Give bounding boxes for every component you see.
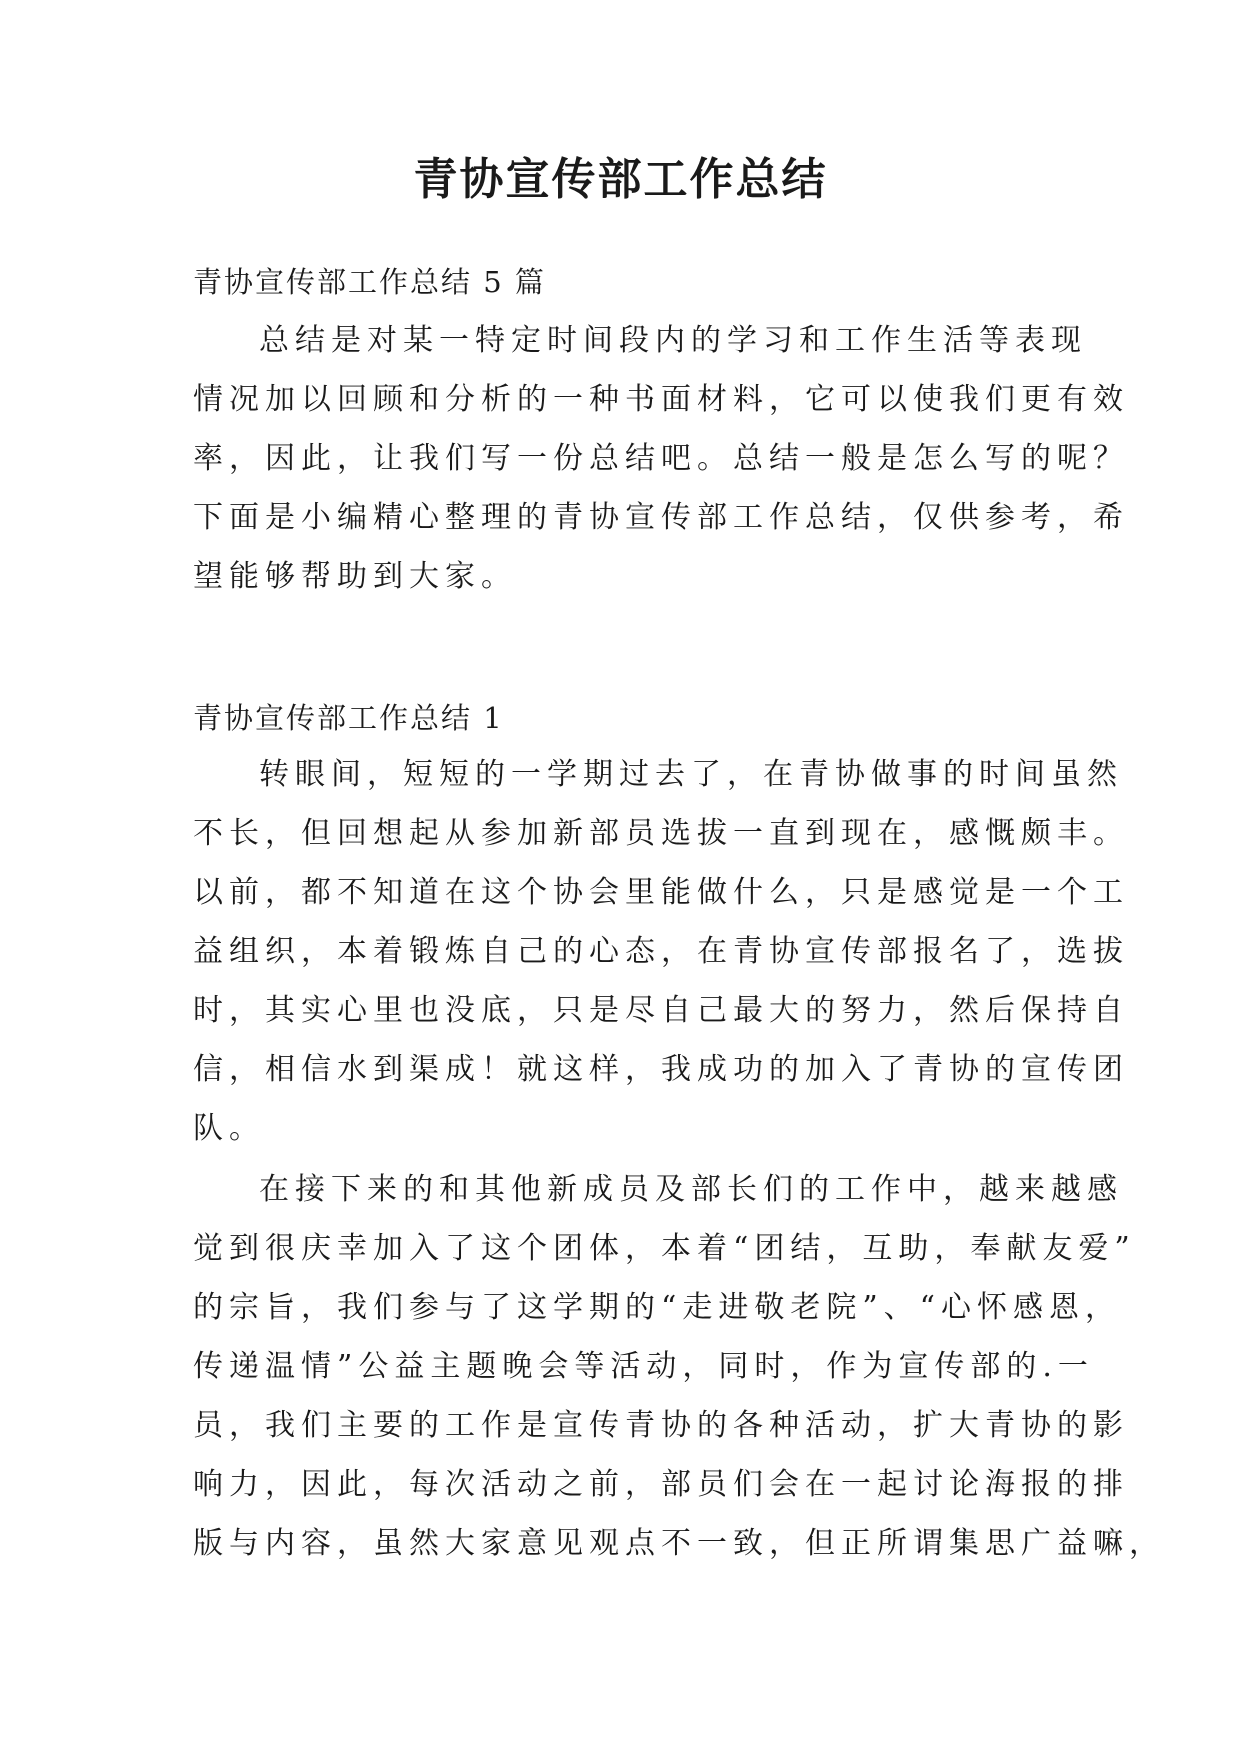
paragraph-line: 望能够帮助到大家。	[193, 559, 517, 594]
document-title: 青协宣传部工作总结	[413, 154, 828, 205]
paragraph-line: 在接下来的和其他新成员及部长们的工作中，越来越感	[259, 1172, 1123, 1207]
document-subtitle: 青协宣传部工作总结 5 篇	[193, 265, 546, 299]
intro-paragraph	[193, 311, 1129, 606]
paragraph-line: 队。	[193, 1111, 265, 1146]
paragraph-line: 转眼间，短短的一学期过去了，在青协做事的时间虽然	[259, 757, 1123, 792]
paragraph-line: 员，我们主要的工作是宣传青协的各种活动，扩大青协的影	[193, 1408, 1129, 1443]
paragraph-line: 情况加以回顾和分析的一种书面材料，它可以使我们更有效	[193, 382, 1129, 417]
section-heading: 青协宣传部工作总结 1	[193, 701, 504, 735]
paragraph-line: 版与内容，虽然大家意见观点不一致，但正所谓集思广益嘛，	[193, 1526, 1165, 1561]
paragraph-line: 信，相信水到渠成！就这样，我成功的加入了青协的宣传团	[193, 1052, 1129, 1087]
paragraph-line: 不长，但回想起从参加新部员选拔一直到现在，感慨颇丰。	[193, 816, 1129, 851]
paragraph-line: 益组织，本着锻炼自己的心态，在青协宣传部报名了，选拔	[193, 934, 1129, 969]
paragraph-line: 率，因此，让我们写一份总结吧。总结一般是怎么写的呢？	[193, 441, 1129, 476]
paragraph-line: 时，其实心里也没底，只是尽自己最大的努力，然后保持自	[193, 993, 1129, 1028]
paragraph-line: 下面是小编精心整理的青协宣传部工作总结，仅供参考，希	[193, 500, 1129, 535]
section1-paragraph-1	[193, 745, 1129, 1158]
paragraph-line: 的宗旨，我们参与了这学期的“走进敬老院”、“心怀感恩，	[193, 1290, 1122, 1325]
paragraph-line: 觉到很庆幸加入了这个团体，本着“团结，互助，奉献友爱”	[193, 1231, 1136, 1266]
paragraph-line: 总结是对某一特定时间段内的学习和工作生活等表现	[259, 323, 1087, 358]
paragraph-line: 响力，因此，每次活动之前，部员们会在一起讨论海报的排	[193, 1467, 1129, 1502]
paragraph-line: 传递温情”公益主题晚会等活动，同时，作为宣传部的.一	[193, 1349, 1094, 1384]
section1-paragraph-2	[193, 1160, 1165, 1573]
paragraph-line: 以前，都不知道在这个协会里能做什么，只是感觉是一个工	[193, 875, 1129, 910]
